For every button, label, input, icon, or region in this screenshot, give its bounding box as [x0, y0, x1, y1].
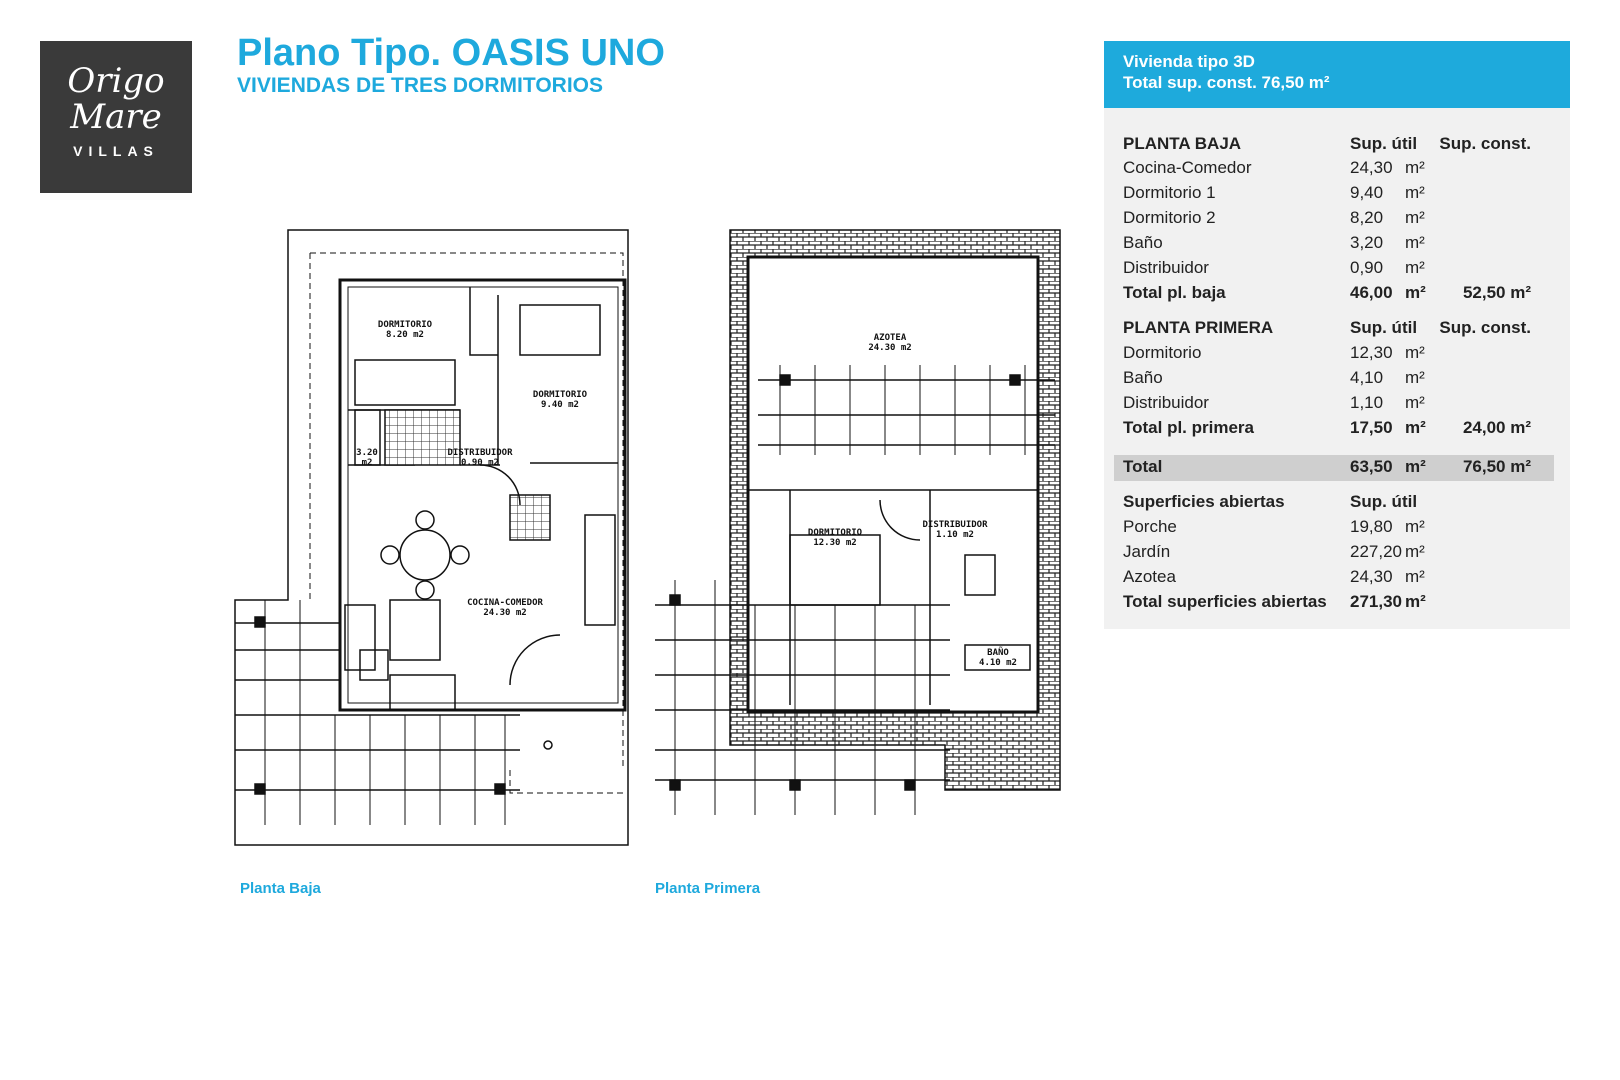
col-const-header: Sup. const.	[1439, 318, 1531, 337]
table-section-header	[1123, 492, 1543, 516]
room-name: COCINA-COMEDOR	[467, 598, 543, 608]
table-total-row	[1123, 592, 1543, 616]
room-area: m2	[361, 458, 373, 468]
row-unit: m²	[1405, 258, 1425, 277]
row-unit: m²	[1405, 393, 1425, 412]
row-value: 46,00	[1350, 283, 1393, 302]
col-util-header: Sup. útil	[1350, 318, 1418, 337]
section-title: PLANTA PRIMERA	[1123, 318, 1274, 337]
row-name: Baño	[1123, 368, 1163, 387]
logo-line-villas: VILLAS	[73, 143, 159, 159]
col-util-header: Sup. útil	[1350, 492, 1418, 511]
row-unit: m²	[1405, 542, 1425, 561]
floor-plan-planta-primera	[650, 225, 1070, 850]
row-name: Dormitorio 1	[1123, 183, 1216, 202]
plan-caption-primera: Planta Primera	[655, 880, 761, 897]
row-const: 52,50 m²	[1462, 283, 1531, 302]
section-title: PLANTA BAJA	[1123, 134, 1242, 153]
row-name: Total pl. primera	[1123, 418, 1254, 437]
row-name: Total	[1123, 457, 1163, 476]
table-row	[1123, 368, 1543, 392]
row-value: 3,20	[1350, 233, 1384, 252]
row-name: Cocina-Comedor	[1123, 158, 1252, 177]
room-name: BAÑO	[987, 648, 1009, 658]
row-value: 8,20	[1350, 208, 1384, 227]
card-header	[1104, 41, 1570, 108]
row-unit: m²	[1405, 283, 1426, 302]
row-value: 4,10	[1350, 368, 1384, 387]
logo-line-origo: Origo	[67, 61, 165, 101]
row-value: 0,90	[1350, 258, 1384, 277]
row-unit: m²	[1405, 517, 1425, 536]
table-row	[1123, 393, 1543, 417]
row-name: Porche	[1123, 517, 1177, 536]
row-value: 271,30	[1350, 592, 1402, 611]
table-row	[1123, 258, 1543, 282]
row-unit: m²	[1405, 368, 1425, 387]
floor-plan-planta-baja	[230, 225, 640, 850]
brand-logo	[40, 41, 192, 193]
row-const: 76,50 m²	[1462, 457, 1531, 476]
row-value: 63,50	[1350, 457, 1393, 476]
row-name: Distribuidor	[1123, 258, 1209, 277]
row-unit: m²	[1405, 183, 1425, 202]
row-unit: m²	[1405, 418, 1426, 437]
page-title: Plano Tipo. OASIS UNO	[237, 32, 665, 74]
row-unit: m²	[1405, 592, 1426, 611]
row-value: 17,50	[1350, 418, 1393, 437]
table-row	[1123, 183, 1543, 207]
room-name: DORMITORIO	[377, 320, 433, 330]
table-total-row	[1123, 283, 1543, 307]
table-row	[1123, 233, 1543, 257]
room-name: DORMITORIO	[532, 390, 588, 400]
room-area: 24.30 m2	[483, 608, 527, 618]
row-value: 12,30	[1350, 343, 1393, 362]
table-row	[1123, 517, 1543, 541]
row-name: Total superficies abiertas	[1123, 592, 1327, 611]
row-name: Baño	[1123, 233, 1163, 252]
table-row	[1123, 343, 1543, 367]
room-area: 0.90 m2	[461, 458, 499, 468]
row-value: 9,40	[1350, 183, 1384, 202]
room-name: AZOTEA	[873, 333, 907, 343]
table-section-header	[1123, 318, 1543, 342]
room-name: DORMITORIO	[807, 528, 863, 538]
row-name: Total pl. baja	[1123, 283, 1226, 302]
table-total-row	[1123, 418, 1543, 442]
table-section-header	[1123, 134, 1543, 158]
grand-total-row	[1123, 457, 1543, 481]
row-value: 24,30	[1350, 567, 1393, 586]
row-unit: m²	[1405, 567, 1425, 586]
room-area: 1.10 m2	[936, 530, 974, 540]
row-value: 19,80	[1350, 517, 1393, 536]
row-unit: m²	[1405, 233, 1425, 252]
room-area: 9.40 m2	[541, 400, 579, 410]
row-name: Dormitorio 2	[1123, 208, 1216, 227]
row-const: 24,00 m²	[1462, 418, 1531, 437]
card-type: Vivienda tipo 3D	[1123, 52, 1255, 71]
room-area: 24.30 m2	[868, 343, 912, 353]
row-name: Distribuidor	[1123, 393, 1209, 412]
row-name: Dormitorio	[1123, 343, 1202, 362]
plan-caption-baja: Planta Baja	[240, 880, 321, 897]
table-row	[1123, 208, 1543, 232]
room-area: 12.30 m2	[813, 538, 857, 548]
col-const-header: Sup. const.	[1439, 134, 1531, 153]
section-title: Superficies abiertas	[1123, 492, 1285, 511]
table-row	[1123, 567, 1543, 591]
table-row	[1123, 158, 1543, 182]
room-area: 4.10 m2	[979, 658, 1017, 668]
row-unit: m²	[1405, 343, 1425, 362]
row-unit: m²	[1405, 457, 1426, 476]
col-util-header: Sup. útil	[1350, 134, 1418, 153]
row-unit: m²	[1405, 208, 1425, 227]
room-name: DISTRIBUIDOR	[447, 448, 513, 458]
row-value: 24,30	[1350, 158, 1393, 177]
room-area: 8.20 m2	[386, 330, 424, 340]
row-value: 227,20	[1350, 542, 1402, 561]
room-name: DISTRIBUIDOR	[922, 520, 988, 530]
row-name: Jardín	[1123, 542, 1171, 561]
row-name: Azotea	[1123, 567, 1176, 586]
card-total-const: Total sup. const. 76,50 m²	[1123, 73, 1330, 92]
room-name: 3.20	[356, 448, 378, 458]
logo-line-mare: Mare	[70, 97, 162, 137]
row-unit: m²	[1405, 158, 1425, 177]
table-row	[1123, 542, 1543, 566]
row-value: 1,10	[1350, 393, 1384, 412]
page-subtitle: VIVIENDAS DE TRES DORMITORIOS	[237, 74, 603, 97]
